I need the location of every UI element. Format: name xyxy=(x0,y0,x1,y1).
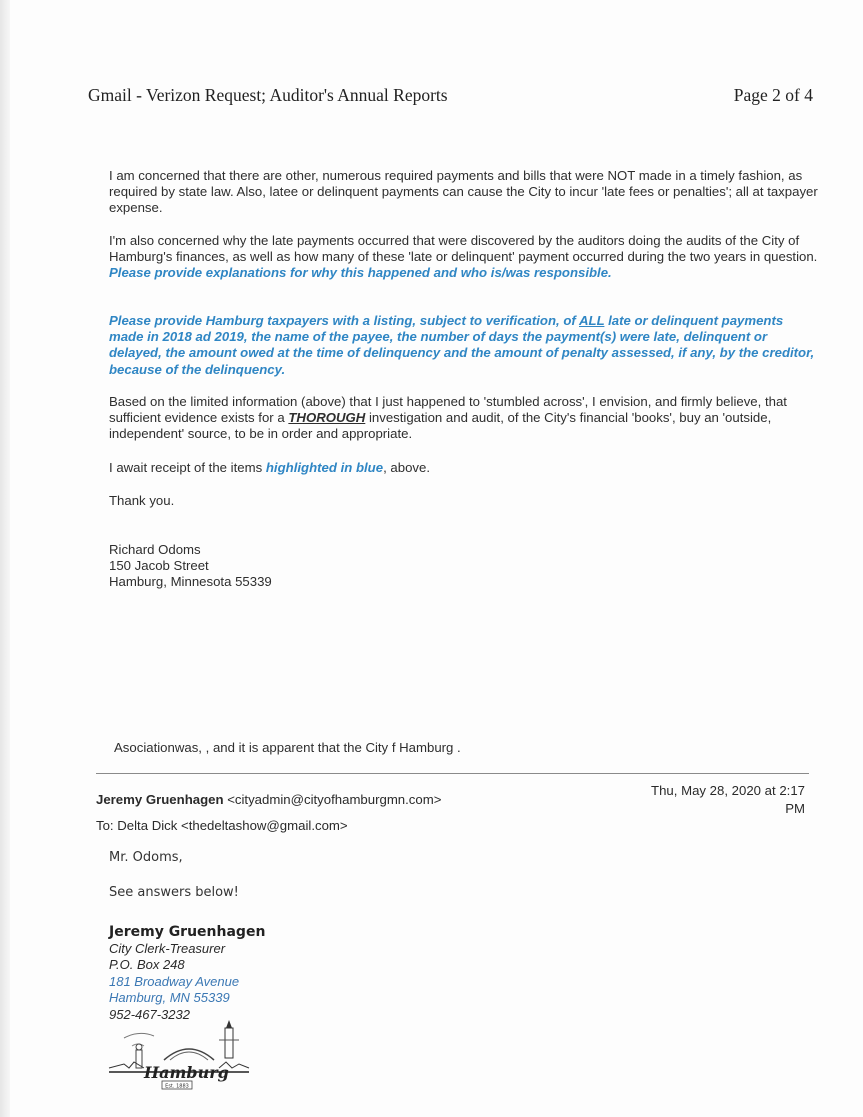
paragraph-concern xyxy=(109,168,819,217)
logo-established: Est. 1883 xyxy=(165,1083,189,1090)
reply-from xyxy=(96,792,441,807)
logo-wordmark: Hamburg xyxy=(144,1063,229,1082)
paragraph-text: , above. xyxy=(383,460,431,475)
hamburg-logo xyxy=(104,1020,254,1090)
paragraph-await xyxy=(109,460,819,476)
reply-date-line1: Thu, May 28, 2020 at 2:17 xyxy=(651,783,805,798)
sender-name: Richard Odoms xyxy=(109,542,201,557)
highlighted-request: late or delinquent payments made in 2018 ad 2019, the name of the payee, the number of days the payment(s) were late, delinquent or delayed, the amount owed at the time of delinquency and the amount of penalty assessed, if any, by the creditor, because of the delinquency. xyxy=(109,313,815,377)
text-fragment xyxy=(114,740,824,756)
reply-from-name: Jeremy Gruenhagen xyxy=(96,792,224,807)
signature-name: Jeremy Gruenhagen xyxy=(109,924,266,940)
signature-city-link[interactable]: Hamburg, MN 55339 xyxy=(109,990,230,1005)
reply-date xyxy=(595,782,805,818)
highlighted-request: Please provide Hamburg taxpayers with a listing, subject to verification, of xyxy=(109,313,579,328)
paragraph-text: I am concerned that there are other, numerous required payments and bills that were NOT made in a timely fashion, as required by state law. Also, latee or delinquent payments can cause the City to incur 'late fees or penalties'; all at taxpayer expense. xyxy=(109,168,818,216)
signature-title: City Clerk-Treasurer xyxy=(109,940,226,956)
paragraph-text: I'm also concerned why the late payments occurred that were discovered by the auditors doing the audits of the City of Hamburg's finances, as well as how many of these 'late or delinquent' payment occurred during the two years in question. xyxy=(109,233,818,265)
email-signature xyxy=(109,924,265,1023)
signature-street-link[interactable]: 181 Broadway Avenue xyxy=(109,973,240,989)
fragment-text: Asociationwas, , and it is apparent that the City f Hamburg . xyxy=(114,740,461,755)
reply-to: To: Delta Dick <thedeltashow@gmail.com> xyxy=(96,818,348,833)
paragraph-thanks xyxy=(109,493,819,509)
reply-date-line2: PM xyxy=(785,801,805,816)
reply-from-email: <cityadmin@cityofhamburgmn.com> xyxy=(227,792,442,807)
sender-city: Hamburg, Minnesota 55339 xyxy=(109,574,272,590)
signature-po-box: P.O. Box 248 xyxy=(109,957,185,972)
paragraph-text: investigation and audit, of the City's financial 'books', buy an 'outside, independent' source, to be in order and appropriate. xyxy=(109,410,772,442)
page-number: Page 2 of 4 xyxy=(733,85,813,105)
signature-phone: 952-467-3232 xyxy=(109,1006,190,1022)
paragraph-text: Based on the limited information (above) that I just happened to 'stumbled across', I envision, and firmly believe, that sufficient evidence exists for a xyxy=(109,394,787,426)
document-title: Gmail - Verizon Request; Auditor's Annual Reports xyxy=(88,85,448,105)
scan-edge xyxy=(0,0,10,1117)
reply-body: See answers below! xyxy=(109,885,239,900)
sender-street: 150 Jacob Street xyxy=(109,558,209,574)
paragraph-text: I await receipt of the items xyxy=(109,460,266,475)
paragraph-investigation xyxy=(109,394,819,443)
paragraph-late-payments xyxy=(109,233,819,282)
emphasis-thorough: THOROUGH xyxy=(288,410,366,426)
highlighted-phrase: highlighted in blue xyxy=(265,460,384,475)
paragraph-listing-request xyxy=(109,313,819,378)
message-divider xyxy=(96,773,809,774)
closing-text: Thank you. xyxy=(109,493,175,508)
reply-greeting: Mr. Odoms, xyxy=(109,850,183,865)
emphasis-all: ALL xyxy=(579,313,605,328)
highlighted-request: Please provide explanations for why this happened and who is/was responsible. xyxy=(109,265,612,281)
sender-address-block xyxy=(109,542,819,591)
hamburg-logo-graphic xyxy=(104,1020,254,1090)
